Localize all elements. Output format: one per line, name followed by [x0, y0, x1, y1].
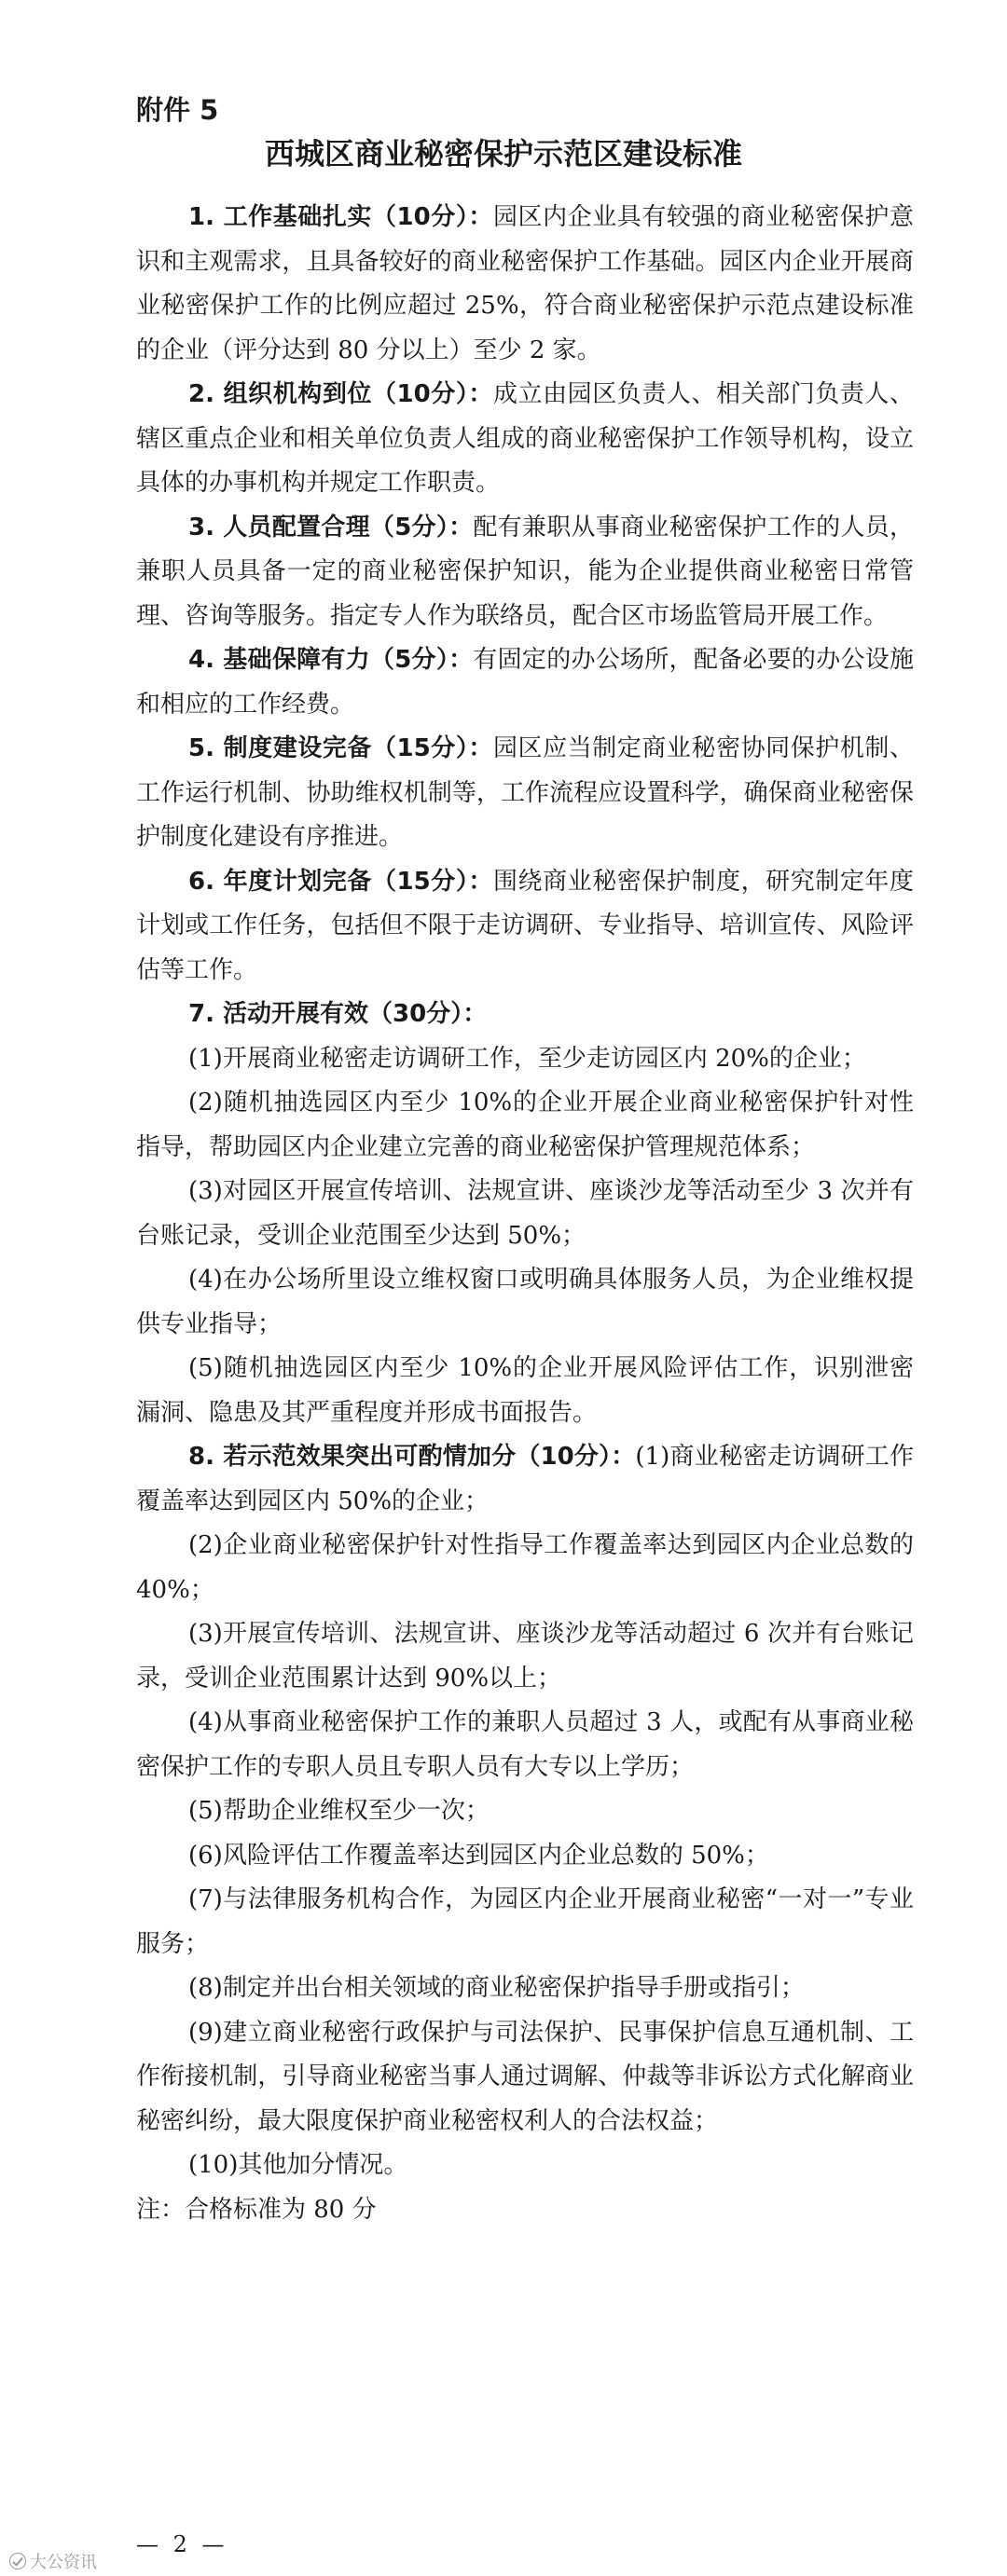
section-heading: 6. 年度计划完备（15分）： [188, 867, 493, 896]
document-title: 西城区商业秘密保护示范区建设标准 [264, 136, 742, 171]
bonus-item: (2)企业商业秘密保护针对性指导工作覆盖率达到园区内企业总数的 40%； [136, 1531, 914, 1604]
section-text: 配有兼职从事商业秘密保护工作的人员，兼职人员具备一定的商业秘密保护知识，能为企业提供商业秘密日常管理、咨询等服务。指定专人作为联络员，配合区市场监管局开展工作。 [136, 513, 914, 630]
bonus-item: (3)开展宣传培训、法规宣讲、座谈沙龙等活动超过 6 次并有台账记录，受训企业范围累计达到 90%以上； [136, 1620, 914, 1692]
activity-item: (5)随机抽选园区内至少 10%的企业开展风险评估工作，识别泄密漏洞、隐患及其严重程度并形成书面报告。 [136, 1354, 914, 1427]
section-text: 有固定的办公场所，配备必要的办公设施和相应的工作经费。 [136, 646, 914, 719]
section-text: 成立由园区负责人、相关部门负责人、辖区重点企业和相关单位负责人组成的商业秘密保护工作领导机构，设立具体的办事机构并规定工作职责。 [136, 380, 914, 497]
bonus-item: (10)其他加分情况。 [188, 2151, 408, 2179]
section-2 [136, 373, 914, 506]
bonus-item: (4)从事商业秘密保护工作的兼职人员超过 3 人，或配有从事商业秘密保护工作的专职人员且专职人员有大专以上学历； [136, 1708, 914, 1781]
bonus-item: (9)建立商业秘密行政保护与司法保护、民事保护信息互通机制、工作衔接机制，引导商业秘密当事人通过调解、仲裁等非诉讼方式化解商业秘密纠纷，最大限度保护商业秘密权利人的合法权益； [136, 2018, 914, 2135]
document-body [136, 196, 914, 2232]
section-text: 围绕商业秘密保护制度，研究制定年度计划或工作任务，包括但不限于走访调研、专业指导、培训宣传、风险评估等工作。 [136, 867, 914, 984]
section-3 [136, 506, 914, 639]
section-4 [136, 638, 914, 727]
activity-item: (3)对园区开展宣传培训、法规宣讲、座谈沙龙等活动至少 3 次并有台账记录，受训企业范围至少达到 50%； [136, 1177, 914, 1250]
section-heading: 4. 基础保障有力（5分）： [188, 646, 474, 674]
bonus-item: (8)制定并出台相关领域的商业秘密保护指导手册或指引； [188, 1974, 805, 2002]
check-circle-icon [9, 2553, 26, 2569]
section-6 [136, 860, 914, 993]
watermark-text: 大公资讯 [30, 2553, 97, 2572]
activity-item: (2)随机抽选园区内至少 10%的企业开展企业商业秘密保护针对性指导，帮助园区内企业建立完善的商业秘密保护管理规范体系； [136, 1089, 914, 1161]
page-number: — 2 — [136, 2531, 228, 2557]
section-5 [136, 727, 914, 860]
section-1 [136, 196, 914, 373]
bonus-item: (7)与法律服务机构合作，为园区内企业开展商业秘密“一对一”专业服务； [136, 1885, 914, 1958]
section-7 [136, 993, 914, 1037]
activity-item: (1)开展商业秘密走访调研工作，至少走访园区内 20%的企业； [188, 1044, 866, 1073]
activity-item: (4)在办公场所里设立维权窗口或明确具体服务人员，为企业维权提供专业指导； [136, 1266, 914, 1338]
note: 注：合格标准为 80 分 [136, 2195, 377, 2224]
section-text: 园区应当制定商业秘密协同保护机制、工作运行机制、协助维权机制等，工作流程应设置科学，确保商业秘密保护制度化建设有序推进。 [136, 734, 914, 851]
section-heading: 1. 工作基础扎实（10分）： [188, 203, 493, 231]
section-heading: 3. 人员配置合理（5分）： [188, 513, 474, 541]
bonus-item: (1)商业秘密走访调研工作覆盖率达到园区内 50%的企业； [136, 1443, 914, 1515]
section-heading: 5. 制度建设完备（15分）： [188, 734, 493, 762]
watermark [9, 2550, 97, 2572]
section-text: 园区内企业具有较强的商业秘密保护意识和主观需求，且具备较好的商业秘密保护工作基础。园区内企业开展商业秘密保护工作的比例应超过 25%，符合商业秘密保护示范点建设标准的企业（评分达到 80 分以上）至少 2 家。 [136, 203, 914, 364]
section-heading: 7. 活动开展有效（30分）： [188, 1000, 488, 1028]
attachment-label: 附件 5 [136, 94, 219, 126]
section-8 [136, 1435, 914, 1524]
section-heading: 8. 若示范效果突出可酌情加分（10分）： [188, 1443, 636, 1471]
bonus-item: (5)帮助企业维权至少一次； [188, 1797, 490, 1825]
section-heading: 2. 组织机构到位（10分）： [188, 380, 493, 408]
bonus-item: (6)风险评估工作覆盖率达到园区内企业总数的 50%； [188, 1841, 769, 1870]
